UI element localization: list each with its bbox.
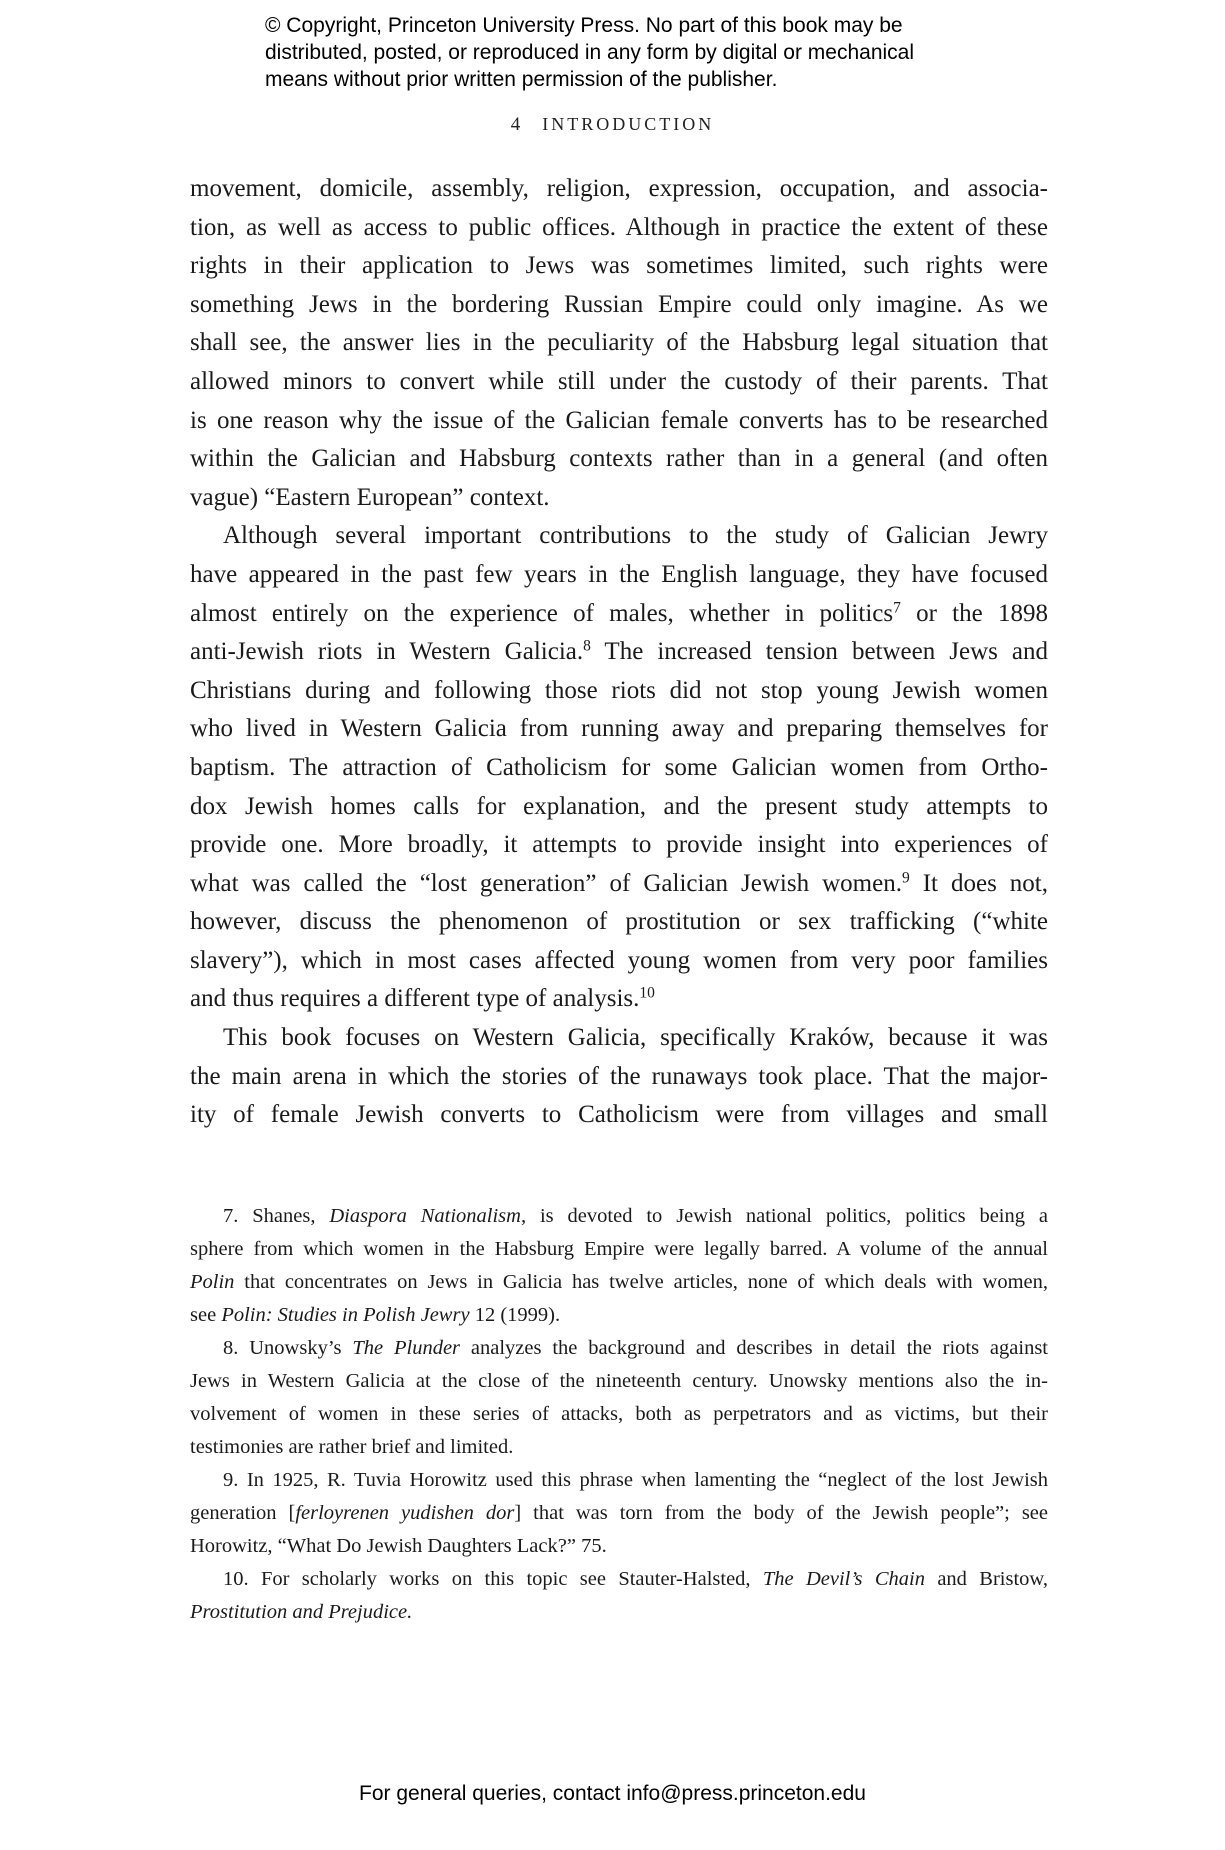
body-line [190,209,1048,248]
body-line [190,865,1048,904]
text-segment: or the 1898 [900,599,1048,627]
text-segment: 10. For scholarly works on this topic see Stauter-Halsted, [223,1568,763,1590]
text-segment: baptism. The attraction of Catholicism for some Galician women from Ortho- [190,753,1048,781]
footnote-reference: 9 [901,869,910,887]
body-line [190,286,1048,325]
text-segment: however, discuss the phenomenon of prostitution or sex trafficking (“white [190,908,1048,936]
text-segment: within the Galician and Habsburg contexts rather than in a general (and often [190,445,1048,473]
text-segment: is one reason why the issue of the Galician female converts has to be researched [190,406,1048,434]
footnote-line [190,1497,1048,1530]
copyright-line: © Copyright, Princeton University Press. No part of this book may be [265,14,903,37]
footnote-line [190,1530,1048,1563]
page-number: 4 [510,114,521,135]
body-line [190,1058,1048,1097]
text-segment: the main arena in which the stories of the runaways took place. That the major- [190,1062,1048,1090]
text-segment: provide one. More broadly, it attempts to provide insight into experiences of [190,831,1048,859]
footnote-line [190,1233,1048,1266]
body-line [190,440,1048,479]
body-line [190,710,1048,749]
body-line [190,826,1048,865]
text-segment: volvement of women in these series of attacks, both as perpetrators and as victims, but their [190,1403,1048,1425]
text-segment: Jews in Western Galicia at the close of the nineteenth century. Unowsky mentions also the in- [190,1370,1048,1392]
text-segment: ity of female Jewish converts to Catholicism were from villages and small [190,1101,1048,1129]
text-segment: 12 (1999). [469,1304,561,1326]
body-line [190,1096,1048,1135]
text-segment: almost entirely on the experience of males, whether in politics [190,599,894,627]
footnote-line [190,1266,1048,1299]
copyright-line: distributed, posted, or reproduced in any form by digital or mechanical [265,41,915,64]
italic-text: The Plunder [352,1337,461,1359]
body-line [190,479,1048,518]
text-segment: shall see, the answer lies in the peculiarity of the Habsburg legal situation that [190,329,1048,357]
text-segment: have appeared in the past few years in the English language, they have focused [190,560,1048,588]
body-line [190,672,1048,711]
footer-contact: For general queries, contact info@press.princeton.edu [359,1782,866,1805]
text-segment: allowed minors to convert while still under the custody of their parents. That [190,367,1048,395]
text-segment: and Bristow, [925,1568,1048,1590]
text-segment: Horowitz, “What Do Jewish Daughters Lack?” 75. [190,1535,607,1557]
body-line [190,363,1048,402]
text-segment: movement, domicile, assembly, religion, expression, occupation, and associa- [190,175,1048,202]
text-segment: 7. Shanes, [223,1205,330,1227]
text-segment: that concentrates on Jews in Galicia has twelve articles, none of which deals with women, [234,1271,1048,1293]
text-segment: ] that was torn from the body of the Jewish people”; see [514,1502,1048,1524]
footnote-line [190,1464,1048,1497]
body-line [190,402,1048,441]
footnote-line [190,1365,1048,1398]
text-segment: see [190,1304,222,1326]
body-line [190,633,1048,672]
body-line [190,749,1048,788]
text-segment: 9. In 1925, R. Tuvia Horowitz used this phrase when lamenting the “neglect of the lost Jewish [223,1469,1048,1491]
text-segment: analyzes the background and describes in detail the riots against [460,1337,1048,1359]
body-line [190,556,1048,595]
text-segment: tion, as well as access to public offices. Although in practice the extent of these [190,213,1048,241]
body-line [190,170,1048,209]
text-segment: 8. Unowsky’s [223,1337,353,1359]
italic-text: The Devil’s Chain [762,1568,925,1590]
chapter-title: INTRODUCTION [542,114,715,134]
italic-text: Prostitution and Prejudice. [190,1601,413,1623]
text-segment: vague) “Eastern European” context. [190,483,550,511]
italic-text: Polin: Studies in Polish Jewry [221,1304,470,1326]
footnote-line [190,1332,1048,1365]
body-line [190,980,1048,1019]
text-segment: rights in their application to Jews was sometimes limited, such rights were [190,252,1048,280]
text-segment: slavery”), which in most cases affected young women from very poor families [190,946,1048,974]
body-line [190,517,1048,556]
footnote-line [190,1200,1048,1233]
running-head [0,114,1225,136]
italic-text: ferloyrenen yudishen dor [295,1502,515,1524]
copyright-line: means without prior written permission of the publisher. [265,68,778,91]
footnote-line [190,1431,1048,1464]
text-segment: , is devoted to Jewish national politics, politics being a [520,1205,1048,1227]
body-line [190,595,1048,634]
italic-text: Diaspora Nationalism [329,1205,521,1227]
footnote-reference: 8 [583,637,591,655]
footnote-reference: 10 [639,984,655,1002]
text-segment: and thus requires a different type of analysis. [190,985,640,1013]
body-line [190,1019,1048,1058]
text-segment: The increased tension between Jews and [590,638,1048,666]
text-segment: something Jews in the bordering Russian Empire could only imagine. As we [190,290,1048,318]
copyright-notice [265,12,914,93]
footnote-line [190,1596,1048,1629]
text-segment: It does not, [909,869,1049,897]
footnote-reference: 7 [893,599,901,617]
body-line [190,788,1048,827]
text-segment: what was called the “lost generation” of Galician Jewish women. [190,869,902,897]
footnote-line [190,1299,1048,1332]
body-line [190,903,1048,942]
text-segment: dox Jewish homes calls for explanation, and the present study attempts to [190,792,1048,820]
text-segment: Although several important contributions to the study of Galician Jewry [223,522,1048,550]
text-segment: testimonies are rather brief and limited. [190,1436,514,1458]
footnote-line [190,1563,1048,1596]
text-segment: generation [ [190,1502,296,1524]
footnotes [190,1200,1048,1629]
body-line [190,324,1048,363]
text-segment: sphere from which women in the Habsburg Empire were legally barred. A volume of the annual [190,1238,1048,1260]
body-line [190,942,1048,981]
body-line [190,247,1048,286]
text-segment: anti-Jewish riots in Western Galicia. [190,638,584,666]
italic-text: Polin [190,1271,235,1293]
text-segment: This book focuses on Western Galicia, specifically Kraków, because it was [223,1024,1048,1052]
text-segment: who lived in Western Galicia from running away and preparing themselves for [190,715,1048,743]
footnote-line [190,1398,1048,1431]
body-text [190,170,1048,1135]
text-segment: Christians during and following those riots did not stop young Jewish women [190,676,1048,704]
